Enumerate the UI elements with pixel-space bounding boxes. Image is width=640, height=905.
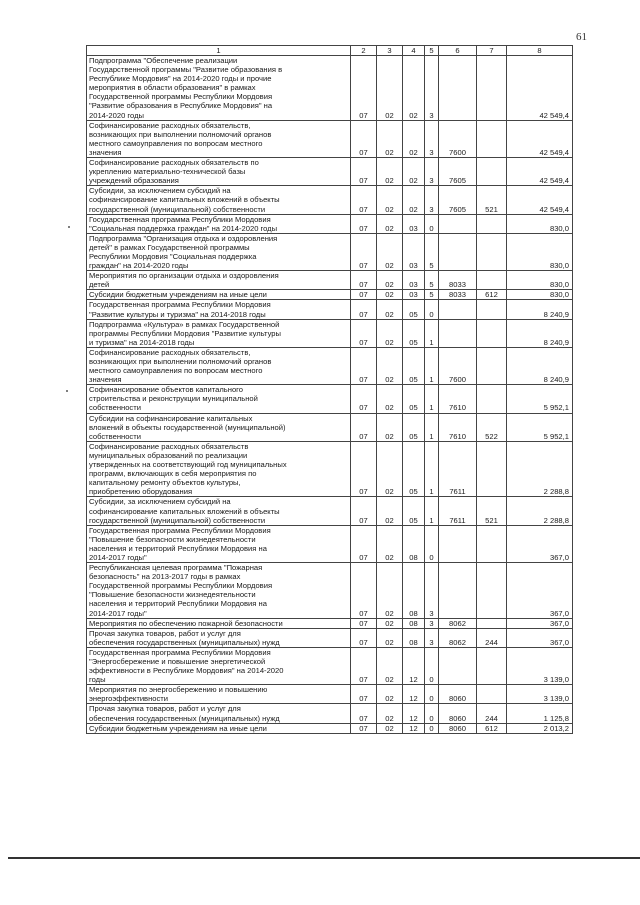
amount-value: 2 288,8 — [507, 497, 573, 525]
subprogram-code: 0 — [425, 525, 439, 562]
subsection-code: 02 — [377, 704, 403, 723]
description-line: приобретению оборудования — [89, 487, 193, 497]
table-row — [87, 186, 573, 214]
amount-value: 367,0 — [507, 618, 573, 628]
description-line: Подпрограмма "Обеспечение реализации — [89, 56, 238, 65]
expense-type-code — [477, 300, 507, 319]
expense-code — [439, 525, 477, 562]
table-row — [87, 290, 573, 300]
expense-type-code — [477, 647, 507, 684]
expense-type-code: 244 — [477, 628, 507, 647]
program-code: 05 — [403, 347, 425, 384]
row-description — [87, 120, 351, 157]
table-row — [87, 319, 573, 347]
header-cell: 2 — [351, 46, 377, 56]
description-line: Субсидии, за исключением субсидий на — [89, 497, 231, 507]
description-line: безопасность" на 2013-2017 годы в рамках — [89, 572, 241, 582]
expense-code — [439, 300, 477, 319]
program-code: 12 — [403, 723, 425, 733]
description-line: "Социальная поддержка граждан" на 2014-2020 годы — [89, 223, 278, 233]
expense-code: 8060 — [439, 704, 477, 723]
row-description — [87, 214, 351, 233]
expense-type-code — [477, 271, 507, 290]
subsection-code: 02 — [377, 441, 403, 497]
subsection-code: 02 — [377, 723, 403, 733]
program-code: 03 — [403, 271, 425, 290]
amount-value: 830,0 — [507, 214, 573, 233]
table-row — [87, 618, 573, 628]
amount-value: 3 139,0 — [507, 647, 573, 684]
table-row — [87, 413, 573, 441]
header-cell: 6 — [439, 46, 477, 56]
amount-value: 367,0 — [507, 628, 573, 647]
expense-type-code — [477, 214, 507, 233]
expense-code: 7610 — [439, 413, 477, 441]
row-description — [87, 685, 351, 704]
subsection-code: 02 — [377, 647, 403, 684]
subsection-code: 02 — [377, 300, 403, 319]
subprogram-code: 1 — [425, 319, 439, 347]
section-code: 07 — [351, 497, 377, 525]
description-line: программ, включающих в себя мероприятия по — [89, 469, 257, 479]
scan-speck — [66, 390, 68, 392]
amount-value: 2 013,2 — [507, 723, 573, 733]
subprogram-code: 3 — [425, 563, 439, 619]
amount-value: 1 125,8 — [507, 704, 573, 723]
row-description — [87, 618, 351, 628]
amount-value: 5 952,1 — [507, 385, 573, 413]
subprogram-code: 0 — [425, 300, 439, 319]
description-line: Субсидии бюджетным учреждениям на иные цели — [89, 723, 267, 733]
description-line: "Энергосбережение и повышение энергетической — [89, 657, 266, 666]
subprogram-code: 5 — [425, 271, 439, 290]
description-line: капитальному ремонту объектов культуры, — [89, 478, 241, 488]
row-description — [87, 723, 351, 733]
description-line: государственной (муниципальной) собственности — [89, 204, 266, 214]
expense-type-code — [477, 233, 507, 270]
description-line: обеспечения государственных (муниципальных) нужд — [89, 637, 280, 647]
scan-speck — [68, 226, 70, 228]
description-line: годы — [89, 675, 106, 685]
description-line: граждан" на 2014-2020 годы — [89, 261, 189, 271]
subsection-code: 02 — [377, 120, 403, 157]
section-code: 07 — [351, 300, 377, 319]
description-line: значения — [89, 147, 122, 157]
table-row — [87, 271, 573, 290]
row-description — [87, 385, 351, 413]
amount-value: 8 240,9 — [507, 300, 573, 319]
expense-code: 8062 — [439, 628, 477, 647]
subsection-code: 02 — [377, 413, 403, 441]
description-line: местного самоуправления по вопросам местного — [89, 138, 263, 148]
expense-type-code — [477, 685, 507, 704]
section-code: 07 — [351, 525, 377, 562]
row-description — [87, 563, 351, 619]
expense-type-code: 521 — [477, 186, 507, 214]
subsection-code: 02 — [377, 233, 403, 270]
description-line: 2014-2020 годы — [89, 110, 144, 120]
description-line: местного самоуправления по вопросам местного — [89, 366, 263, 376]
subsection-code: 02 — [377, 290, 403, 300]
section-code: 07 — [351, 685, 377, 704]
subsection-code: 02 — [377, 563, 403, 619]
section-code: 07 — [351, 385, 377, 413]
program-code: 03 — [403, 290, 425, 300]
subsection-code: 02 — [377, 319, 403, 347]
description-line: Государственная программа Республики Мордовия — [89, 647, 271, 657]
description-line: Государственная программа Республики Мордовия — [89, 300, 271, 310]
expense-type-code — [477, 319, 507, 347]
expense-type-code — [477, 56, 507, 121]
description-line: значения — [89, 375, 122, 385]
section-code: 07 — [351, 563, 377, 619]
description-line: Софинансирование расходных обязательств по — [89, 158, 259, 168]
expense-type-code — [477, 525, 507, 562]
row-description — [87, 347, 351, 384]
table-row — [87, 120, 573, 157]
table-row — [87, 233, 573, 270]
expense-code: 8033 — [439, 271, 477, 290]
subprogram-code: 0 — [425, 704, 439, 723]
description-line: Республики Мордовия "Социальная поддержка — [89, 251, 257, 261]
subsection-code: 02 — [377, 525, 403, 562]
description-line: собственности — [89, 403, 141, 413]
expense-code: 7605 — [439, 186, 477, 214]
amount-value: 42 549,4 — [507, 186, 573, 214]
description-line: собственности — [89, 431, 141, 441]
row-description — [87, 413, 351, 441]
program-code: 12 — [403, 685, 425, 704]
program-code: 05 — [403, 385, 425, 413]
program-code: 02 — [403, 56, 425, 121]
description-line: Подпрограмма «Культура» в рамках Государственной — [89, 319, 280, 329]
row-description — [87, 497, 351, 525]
program-code: 05 — [403, 413, 425, 441]
row-description — [87, 319, 351, 347]
description-line: 2014-2017 годы" — [89, 552, 147, 562]
budget-table — [86, 45, 573, 734]
description-line: Государственная программа Республики Мордовия — [89, 525, 271, 535]
section-code: 07 — [351, 628, 377, 647]
description-line: Прочая закупка товаров, работ и услуг для — [89, 628, 241, 638]
description-line: возникающих при выполнении полномочий органов — [89, 129, 272, 139]
description-line: населения и территорий Республики Мордовия на — [89, 543, 267, 553]
description-line: утвержденных на соответствующий год муниципальных — [89, 460, 287, 470]
expense-code — [439, 56, 477, 121]
row-description — [87, 186, 351, 214]
program-code: 03 — [403, 233, 425, 270]
description-line: софинансирование капитальных вложений в объекты — [89, 195, 280, 205]
program-code: 05 — [403, 300, 425, 319]
description-line: возникающих при выполнении полномочий органов — [89, 357, 272, 366]
program-code: 02 — [403, 158, 425, 186]
expense-code — [439, 319, 477, 347]
amount-value: 8 240,9 — [507, 347, 573, 384]
expense-type-code: 244 — [477, 704, 507, 723]
expense-type-code — [477, 441, 507, 497]
description-line: Подпрограмма "Организация отдыха и оздоровления — [89, 233, 278, 243]
page-number: 61 — [576, 31, 587, 43]
section-code: 07 — [351, 56, 377, 121]
table-row — [87, 525, 573, 562]
subprogram-code: 3 — [425, 618, 439, 628]
subprogram-code: 3 — [425, 186, 439, 214]
table-row — [87, 723, 573, 733]
description-line: энергоэффективности — [89, 694, 169, 704]
program-code: 08 — [403, 628, 425, 647]
row-description — [87, 56, 351, 121]
section-code: 07 — [351, 233, 377, 270]
amount-value: 8 240,9 — [507, 319, 573, 347]
description-line: Государственная программа Республики Мордовия — [89, 214, 271, 224]
description-line: и туризма" на 2014-2018 годы — [89, 337, 195, 347]
subprogram-code: 1 — [425, 413, 439, 441]
description-line: Субсидии бюджетным учреждениям на иные цели — [89, 290, 267, 300]
amount-value: 3 139,0 — [507, 685, 573, 704]
expense-code: 7605 — [439, 158, 477, 186]
expense-type-code: 612 — [477, 290, 507, 300]
table-row — [87, 563, 573, 619]
program-code: 03 — [403, 214, 425, 233]
expense-type-code: 521 — [477, 497, 507, 525]
section-code: 07 — [351, 704, 377, 723]
row-description — [87, 441, 351, 497]
row-description — [87, 233, 351, 270]
expense-code: 7600 — [439, 120, 477, 157]
description-line: эффективности в Республике Мордовия" на 2014-2020 — [89, 666, 284, 676]
expense-code: 7611 — [439, 497, 477, 525]
section-code: 07 — [351, 271, 377, 290]
amount-value: 830,0 — [507, 271, 573, 290]
subsection-code: 02 — [377, 385, 403, 413]
description-line: "Развитие культуры и туризма" на 2014-2018 годы — [89, 309, 266, 319]
subprogram-code: 0 — [425, 647, 439, 684]
expense-code: 7610 — [439, 385, 477, 413]
row-description — [87, 628, 351, 647]
table-row — [87, 497, 573, 525]
subprogram-code: 3 — [425, 158, 439, 186]
description-line: 2014-2017 годы" — [89, 608, 147, 618]
row-description — [87, 300, 351, 319]
table-row — [87, 441, 573, 497]
table-row — [87, 300, 573, 319]
description-line: "Повышение безопасности жизнедеятельности — [89, 534, 256, 544]
amount-value: 5 952,1 — [507, 413, 573, 441]
program-code: 05 — [403, 497, 425, 525]
header-cell: 5 — [425, 46, 439, 56]
row-description — [87, 271, 351, 290]
expense-code: 7611 — [439, 441, 477, 497]
subprogram-code: 5 — [425, 233, 439, 270]
subprogram-code: 1 — [425, 347, 439, 384]
row-description — [87, 647, 351, 684]
subsection-code: 02 — [377, 685, 403, 704]
row-description — [87, 290, 351, 300]
subprogram-code: 3 — [425, 56, 439, 121]
subprogram-code: 0 — [425, 214, 439, 233]
expense-type-code: 522 — [477, 413, 507, 441]
expense-code: 8060 — [439, 723, 477, 733]
amount-value: 830,0 — [507, 233, 573, 270]
subprogram-code: 3 — [425, 628, 439, 647]
row-description — [87, 525, 351, 562]
program-code: 12 — [403, 704, 425, 723]
table-row — [87, 214, 573, 233]
table-row — [87, 56, 573, 121]
table-row — [87, 347, 573, 384]
expense-code: 8062 — [439, 618, 477, 628]
amount-value: 42 549,4 — [507, 56, 573, 121]
description-line: детей" в рамках Государственной программы — [89, 242, 250, 252]
subsection-code: 02 — [377, 186, 403, 214]
subprogram-code: 1 — [425, 497, 439, 525]
table-row — [87, 158, 573, 186]
program-code: 02 — [403, 120, 425, 157]
expense-code — [439, 214, 477, 233]
amount-value: 830,0 — [507, 290, 573, 300]
description-line: Республике Мордовия" на 2014-2020 годы и прочие — [89, 74, 272, 84]
section-code: 07 — [351, 347, 377, 384]
section-code: 07 — [351, 214, 377, 233]
expense-code: 8060 — [439, 685, 477, 704]
amount-value: 42 549,4 — [507, 158, 573, 186]
amount-value: 42 549,4 — [507, 120, 573, 157]
table-body — [87, 56, 573, 734]
expense-code: 7600 — [439, 347, 477, 384]
section-code: 07 — [351, 290, 377, 300]
description-line: укреплению материально-технической базы — [89, 167, 246, 177]
description-line: Мероприятия по энергосбережению и повышению — [89, 685, 268, 695]
description-line: вложений в объекты государственной (муниципальной) — [89, 422, 286, 432]
section-code: 07 — [351, 647, 377, 684]
description-line: населения и территорий Республики Мордовия на — [89, 599, 267, 609]
description-line: софинансирование капитальных вложений в объекты — [89, 506, 280, 516]
expense-code — [439, 233, 477, 270]
description-line: Государственной программы Республики Мордовия — [89, 92, 273, 102]
description-line: "Развитие образования в Республике Мордовия" на — [89, 101, 273, 111]
program-code: 05 — [403, 441, 425, 497]
section-code: 07 — [351, 441, 377, 497]
description-line: Субсидии, за исключением субсидий на — [89, 186, 231, 196]
header-cell: 8 — [507, 46, 573, 56]
header-cell: 4 — [403, 46, 425, 56]
description-line: Софинансирование расходных обязательств, — [89, 120, 251, 130]
program-code: 02 — [403, 186, 425, 214]
description-line: Субсидии на софинансирование капитальных — [89, 413, 253, 423]
description-line: строительства и реконструкции муниципальной — [89, 394, 258, 404]
description-line: Мероприятия по обеспечению пожарной безопасности — [89, 618, 283, 628]
program-code: 08 — [403, 525, 425, 562]
expense-type-code — [477, 347, 507, 384]
description-line: муниципальных образований по реализации — [89, 450, 248, 460]
program-code: 12 — [403, 647, 425, 684]
section-code: 07 — [351, 120, 377, 157]
amount-value: 2 288,8 — [507, 441, 573, 497]
subprogram-code: 1 — [425, 441, 439, 497]
description-line: Прочая закупка товаров, работ и услуг для — [89, 704, 241, 714]
description-line: Софинансирование объектов капитального — [89, 385, 244, 395]
description-line: Республиканская целевая программа "Пожарная — [89, 563, 263, 573]
section-code: 07 — [351, 158, 377, 186]
description-line: обеспечения государственных (муниципальных) нужд — [89, 713, 280, 723]
description-line: программы Республики Мордовия "Развитие культуры — [89, 328, 281, 338]
program-code: 08 — [403, 618, 425, 628]
expense-code — [439, 563, 477, 619]
table-row — [87, 685, 573, 704]
table-row — [87, 385, 573, 413]
description-line: мероприятия в области образования" в рамках — [89, 83, 256, 93]
table-row — [87, 647, 573, 684]
subprogram-code: 1 — [425, 385, 439, 413]
subprogram-code: 3 — [425, 120, 439, 157]
subsection-code: 02 — [377, 497, 403, 525]
description-line: "Повышение безопасности жизнедеятельности — [89, 590, 256, 600]
amount-value: 367,0 — [507, 525, 573, 562]
description-line: Софинансирование расходных обязательств — [89, 441, 249, 451]
expense-type-code: 612 — [477, 723, 507, 733]
subprogram-code: 5 — [425, 290, 439, 300]
description-line: государственной (муниципальной) собственности — [89, 515, 266, 525]
expense-code — [439, 647, 477, 684]
description-line: Государственной программы Республики Мордовия — [89, 581, 273, 591]
subsection-code: 02 — [377, 214, 403, 233]
subsection-code: 02 — [377, 618, 403, 628]
program-code: 05 — [403, 319, 425, 347]
header-cell: 7 — [477, 46, 507, 56]
description-line: Софинансирование расходных обязательств, — [89, 347, 251, 357]
section-code: 07 — [351, 618, 377, 628]
header-cell: 3 — [377, 46, 403, 56]
section-code: 07 — [351, 723, 377, 733]
subprogram-code: 0 — [425, 723, 439, 733]
subsection-code: 02 — [377, 271, 403, 290]
description-line: Мероприятия по организации отдыха и оздоровления — [89, 271, 279, 281]
table-row — [87, 628, 573, 647]
program-code: 08 — [403, 563, 425, 619]
expense-type-code — [477, 618, 507, 628]
subsection-code: 02 — [377, 347, 403, 384]
section-code: 07 — [351, 186, 377, 214]
subprogram-code: 0 — [425, 685, 439, 704]
subsection-code: 02 — [377, 56, 403, 121]
amount-value: 367,0 — [507, 563, 573, 619]
expense-type-code — [477, 563, 507, 619]
expense-code: 8033 — [439, 290, 477, 300]
page-bottom-rule — [8, 857, 640, 859]
section-code: 07 — [351, 413, 377, 441]
expense-type-code — [477, 158, 507, 186]
header-cell: 1 — [87, 46, 351, 56]
description-line: детей — [89, 280, 110, 290]
expense-type-code — [477, 385, 507, 413]
table-header-row — [87, 46, 573, 56]
row-description — [87, 158, 351, 186]
subsection-code: 02 — [377, 628, 403, 647]
subsection-code: 02 — [377, 158, 403, 186]
description-line: учреждений образования — [89, 176, 179, 186]
description-line: Государственной программы "Развитие образования в — [89, 65, 283, 75]
section-code: 07 — [351, 319, 377, 347]
expense-type-code — [477, 120, 507, 157]
row-description — [87, 704, 351, 723]
table-row — [87, 704, 573, 723]
